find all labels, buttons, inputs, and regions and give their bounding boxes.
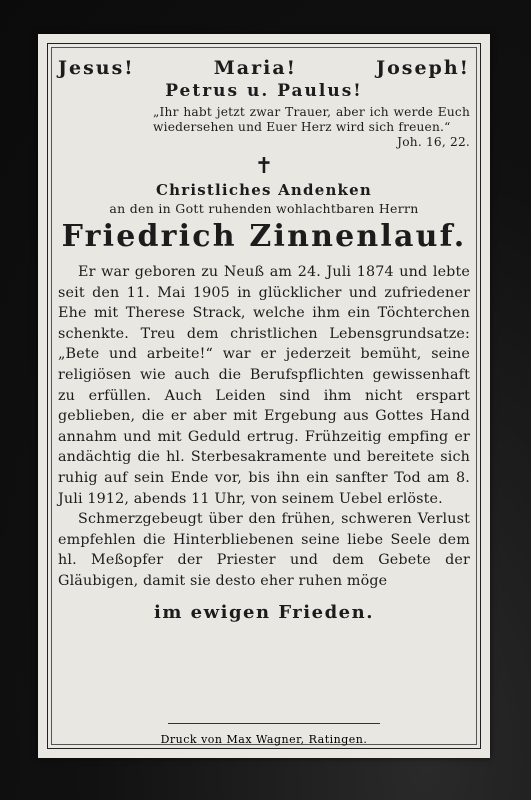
biography-text	[58, 262, 470, 592]
biography-paragraph: Er war geboren zu Neuß am 24. Juli 1874 und lebte seit den 11. Mai 1905 in glücklicher und zufriedener Ehe mit Therese Strack, welche ihm ein Töchterchen schenkte. Treu dem christlichen Lebensgrundsatze: „Bete und arbeite!“ war er jederzeit bemüht, seine religiösen wie auch die Berufspflichten gewissenhaft zu erfüllen. Auch Leiden sind ihm nicht erspart geblieben, die er aber mit Ergebung aus Gottes Hand annahm und mit Geduld ertrug. Frühzeitig empfing er andächtig die hl. Sterbesakramente und bereitete sich ruhig auf sein Ende vor, bis ihn ein sanfter Tod am 8. Juli 1912, abends 11 Uhr, von seinem Uebel erlöste.	[58, 264, 470, 507]
memorial-card	[38, 34, 490, 758]
printer-divider	[168, 723, 380, 724]
memorial-heading: Christliches Andenken	[156, 181, 372, 199]
holy-name-jesus: Jesus!	[58, 57, 135, 79]
cross-icon: ✝	[254, 154, 274, 179]
holy-name-joseph: Joseph!	[376, 57, 470, 79]
prayer-paragraph: Schmerzgebeugt über den frühen, schweren Verlust empfehlen die Hinterbliebenen seine liebe Seele dem hl. Meßopfer der Priester und dem Gebete der Gläubigen, damit sie desto eher ruhen möge	[58, 511, 470, 589]
saints-line: Petrus u. Paulus!	[165, 81, 363, 101]
scripture-quote	[153, 105, 470, 150]
closing-line: im ewigen Frieden.	[154, 601, 374, 623]
printer-imprint: Druck von Max Wagner, Ratingen.	[160, 733, 368, 746]
holy-name-maria: Maria!	[213, 57, 297, 79]
quote-reference: Joh. 16, 22.	[397, 135, 470, 149]
deceased-name: Friedrich Zinnenlauf.	[61, 219, 467, 254]
intro-line: an den in Gott ruhenden wohlachtbaren Herrn	[109, 201, 419, 216]
holy-names-row	[58, 57, 470, 79]
card-content	[58, 54, 470, 742]
quote-text: „Ihr habt jetzt zwar Trauer, aber ich werde Euch wiedersehen und Euer Herz wird sich freuen.“	[153, 105, 470, 134]
